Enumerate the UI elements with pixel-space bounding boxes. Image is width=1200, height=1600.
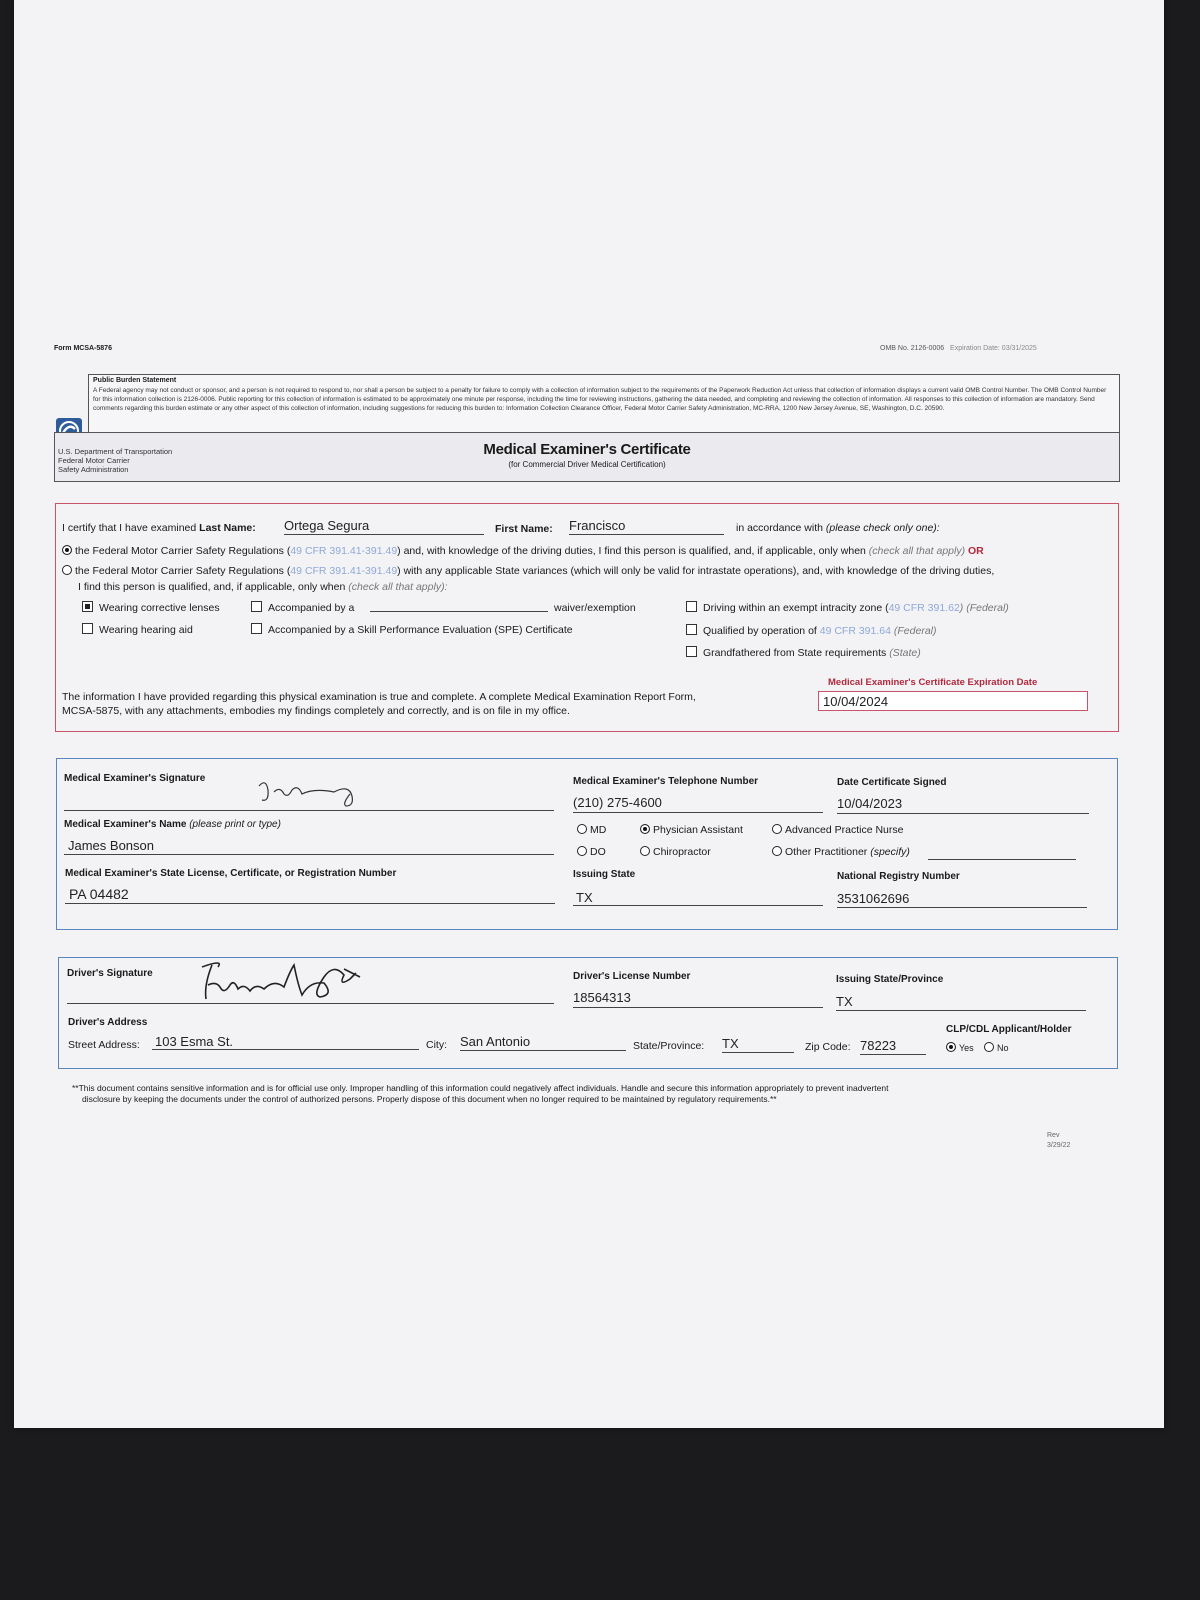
issuing-state-label: Issuing State: [573, 869, 636, 880]
examiner-name-note: (please print or type): [189, 819, 281, 830]
examiner-signature-label: Medical Examiner's Signature: [64, 773, 206, 784]
driver-signature-label: Driver's Signature: [67, 968, 153, 979]
grandfathered-checkbox[interactable]: [686, 646, 697, 657]
date-signed-field[interactable]: 10/04/2023: [837, 796, 1089, 814]
option2-text-a: the Federal Motor Carrier Safety Regulations (: [75, 565, 291, 577]
condition-hearing-aid[interactable]: [82, 623, 193, 636]
qualified-end: (Federal): [893, 625, 937, 637]
revision-info: [1047, 1131, 1070, 1151]
qualified-cite[interactable]: 49 CFR 391.64: [819, 625, 891, 637]
accordance-label: in accordance with: [736, 522, 823, 534]
option-state-continued: [78, 581, 447, 593]
credential-other[interactable]: [772, 846, 910, 858]
qualified-label: Qualified by operation of: [703, 625, 817, 637]
intracity-checkbox[interactable]: [686, 601, 697, 612]
other-specify-field[interactable]: [928, 859, 1076, 860]
province-field[interactable]: TX: [722, 1036, 794, 1053]
street-field[interactable]: 103 Esma St.: [152, 1034, 419, 1050]
corrective-lenses-label: Wearing corrective lenses: [99, 602, 220, 614]
license-label: Medical Examiner's State License, Certificate, or Registration Number: [65, 868, 397, 879]
street-label: Street Address:: [68, 1039, 140, 1051]
examiner-signature-line[interactable]: [64, 810, 554, 811]
clp-yes-radio[interactable]: [946, 1042, 956, 1052]
attestation-line-2: MCSA-5875, with any attachments, embodies my findings completely and correctly, and is on file in my office.: [62, 705, 570, 717]
intracity-label: Driving within an exempt intracity zone (: [703, 602, 889, 614]
notice-line-2: disclosure by keeping the documents under the control of authorized persons. Properly dispose of this document when no longer required to be maintained by regulatory requirements.**: [82, 1094, 777, 1104]
accompanied-checkbox[interactable]: [251, 601, 262, 612]
registry-field[interactable]: 3531062696: [837, 891, 1087, 908]
qualified-checkbox[interactable]: [686, 624, 697, 635]
pa-radio[interactable]: [640, 824, 650, 834]
credential-chiropractor[interactable]: [640, 846, 711, 858]
driver-state-field[interactable]: TX: [836, 994, 1086, 1011]
clp-no-radio[interactable]: [984, 1042, 994, 1052]
omb-number: [880, 345, 1037, 352]
omb-expiration: Expiration Date: 03/31/2025: [950, 345, 1037, 352]
certify-intro: [62, 522, 256, 534]
option1-note: (check all that apply): [868, 545, 966, 557]
expiration-date-field[interactable]: 10/04/2024: [818, 691, 1088, 711]
province-label: State/Province:: [633, 1040, 705, 1052]
credential-do[interactable]: [577, 846, 606, 858]
last-name-label: Last Name:: [199, 522, 256, 534]
first-name-field[interactable]: Francisco: [569, 518, 724, 535]
grandfathered-end: (State): [889, 647, 921, 659]
other-radio[interactable]: [772, 846, 782, 856]
city-label: City:: [426, 1039, 447, 1051]
examiner-signature: [254, 776, 374, 810]
burden-title: Public Burden Statement: [93, 377, 177, 384]
credential-pa[interactable]: [640, 824, 743, 836]
omb-text: OMB No. 2126-0006: [880, 345, 945, 352]
rev-label: Rev: [1047, 1132, 1060, 1139]
accordance-note: (please check only one):: [825, 522, 940, 534]
option1-cite[interactable]: 49 CFR 391.41-391.49: [290, 545, 398, 557]
condition-corrective-lenses[interactable]: [82, 601, 220, 614]
accordance-text: [736, 522, 940, 534]
driver-signature: [194, 955, 394, 1005]
certificate-title: Medical Examiner's Certificate: [483, 441, 691, 458]
sensitive-info-notice: [72, 1083, 1092, 1105]
examiner-phone-label: Medical Examiner's Telephone Number: [573, 776, 759, 787]
corrective-lenses-checkbox[interactable]: [82, 601, 93, 612]
expiration-date-label: Medical Examiner's Certificate Expiration Date: [828, 677, 1038, 688]
clp-no-label: No: [997, 1043, 1009, 1053]
apn-radio[interactable]: [772, 824, 782, 834]
last-name-field[interactable]: Ortega Segura: [284, 518, 484, 535]
burden-statement-box: [88, 374, 1120, 434]
form-number: Form MCSA-5876: [54, 345, 112, 352]
burden-text: A Federal agency may not conduct or sponsor, and a person is not required to respond to, nor shall a person be subject to a penalty for failure to comply with a collection of information subject to the requirements of the Paperwork Reduction Act unless that collection of information displays a current valid OMB Control Number. The OMB Control Number for this information collection is 2126-0006. Public reporting for this collection of information is estimated to be approximately one minute per response, including the time for reviewing instructions, gathering the data needed, and completing and reviewing the collection of information. All responses to this collection of information are mandatory. Send comments regarding this burden estimate or any other aspect of this collection of information, including suggestions for reducing this burden to: Information Collection Clearance Officer, Federal Motor Carrier Safety Administration, MC-RRA, 1200 New Jersey Avenue, SE, Washington, D.C. 20590.: [93, 387, 1107, 412]
agency-line-1: U.S. Department of Transportation: [58, 447, 173, 456]
credential-md[interactable]: [577, 824, 606, 836]
clp-no-option[interactable]: [984, 1042, 1009, 1053]
certificate-subtitle: (for Commercial Driver Medical Certification): [508, 460, 666, 469]
date-signed-label: Date Certificate Signed: [837, 777, 947, 788]
condition-spe[interactable]: [251, 623, 573, 636]
credential-apn[interactable]: [772, 824, 903, 836]
chiropractor-radio[interactable]: [640, 846, 650, 856]
grandfathered-label: Grandfathered from State requirements: [703, 647, 887, 659]
city-field[interactable]: San Antonio: [460, 1034, 626, 1051]
chiropractor-label: Chiropractor: [653, 846, 711, 858]
driver-license-label: Driver's License Number: [573, 971, 691, 982]
option1-or: OR: [968, 545, 984, 557]
federal-radio[interactable]: [62, 545, 72, 555]
other-label: Other Practitioner: [785, 846, 868, 858]
driver-license-field[interactable]: 18564313: [573, 990, 823, 1008]
notice-line-1: **This document contains sensitive information and is for official use only. Improper handling of this information could negatively affect individuals. Handle and secure this information appropriately to prevent inadvertent: [72, 1083, 889, 1093]
waiver-type-field[interactable]: [370, 611, 548, 612]
md-radio[interactable]: [577, 824, 587, 834]
pa-label: Physician Assistant: [653, 824, 743, 836]
clp-yes-label: Yes: [959, 1043, 974, 1053]
waiver-label: waiver/exemption: [554, 602, 636, 614]
issuing-state-field[interactable]: TX: [573, 890, 823, 906]
md-label: MD: [590, 824, 607, 836]
do-radio[interactable]: [577, 846, 587, 856]
document-page: [14, 0, 1164, 1428]
state-variance-radio[interactable]: [62, 565, 72, 575]
certify-intro-text: I certify that I have examined: [62, 522, 197, 534]
agency-line-3: Safety Administration: [58, 465, 129, 474]
intracity-cite[interactable]: 49 CFR 391.62: [888, 602, 960, 614]
license-field[interactable]: PA 04482: [65, 886, 555, 904]
condition-grandfathered[interactable]: [686, 646, 921, 659]
option1-text-b: ) and, with knowledge of the driving duties, I find this person is qualified, and, if applicable, only when: [397, 545, 866, 557]
examiner-name-label-group: [64, 819, 281, 830]
examiner-phone-field[interactable]: (210) 275-4600: [573, 795, 823, 813]
clp-yes-option[interactable]: [946, 1042, 974, 1053]
agency-line-2: Federal Motor Carrier: [58, 456, 130, 465]
examiner-name-field[interactable]: James Bonson: [64, 838, 554, 855]
driver-state-label: Issuing State/Province: [836, 974, 944, 985]
apn-label: Advanced Practice Nurse: [785, 824, 904, 836]
rev-date: 3/29/22: [1047, 1142, 1071, 1149]
title-box: [54, 432, 1120, 482]
option2-text-b: ) with any applicable State variances (which will only be valid for intrastate operations), and, with knowledge of the driving duties,: [397, 565, 995, 577]
condition-qualified[interactable]: [686, 624, 937, 637]
spe-label: Accompanied by a Skill Performance Evaluation (SPE) Certificate: [268, 624, 573, 636]
condition-accompanied[interactable]: [251, 601, 354, 614]
driver-address-label: Driver's Address: [68, 1017, 148, 1028]
registry-label: National Registry Number: [837, 871, 960, 882]
first-name-label: First Name:: [495, 523, 553, 535]
zip-label: Zip Code:: [805, 1041, 851, 1053]
option2-text-c: I find this person is qualified, and, if applicable, only when: [78, 581, 346, 593]
do-label: DO: [590, 846, 606, 858]
clp-cdl-label: CLP/CDL Applicant/Holder: [946, 1024, 1072, 1035]
hearing-aid-checkbox[interactable]: [82, 623, 93, 634]
option-federal: [62, 545, 984, 557]
option1-text-a: the Federal Motor Carrier Safety Regulations (: [75, 545, 291, 557]
option-state: [62, 565, 994, 577]
attestation-statement: [62, 690, 696, 718]
option2-cite[interactable]: 49 CFR 391.41-391.49: [290, 565, 398, 577]
condition-intracity[interactable]: [686, 601, 1009, 614]
hearing-aid-label: Wearing hearing aid: [99, 624, 193, 636]
intracity-end: ) (Federal): [959, 602, 1009, 614]
other-note: (specify): [870, 846, 910, 858]
accompanied-label: Accompanied by a: [268, 602, 355, 614]
option2-note: (check all that apply):: [348, 581, 448, 593]
spe-checkbox[interactable]: [251, 623, 262, 634]
attestation-line-1: The information I have provided regarding this physical examination is true and complete. A complete Medical Examination Report Form,: [62, 691, 696, 703]
examiner-name-label: Medical Examiner's Name: [64, 819, 187, 830]
zip-field[interactable]: 78223: [860, 1038, 926, 1055]
